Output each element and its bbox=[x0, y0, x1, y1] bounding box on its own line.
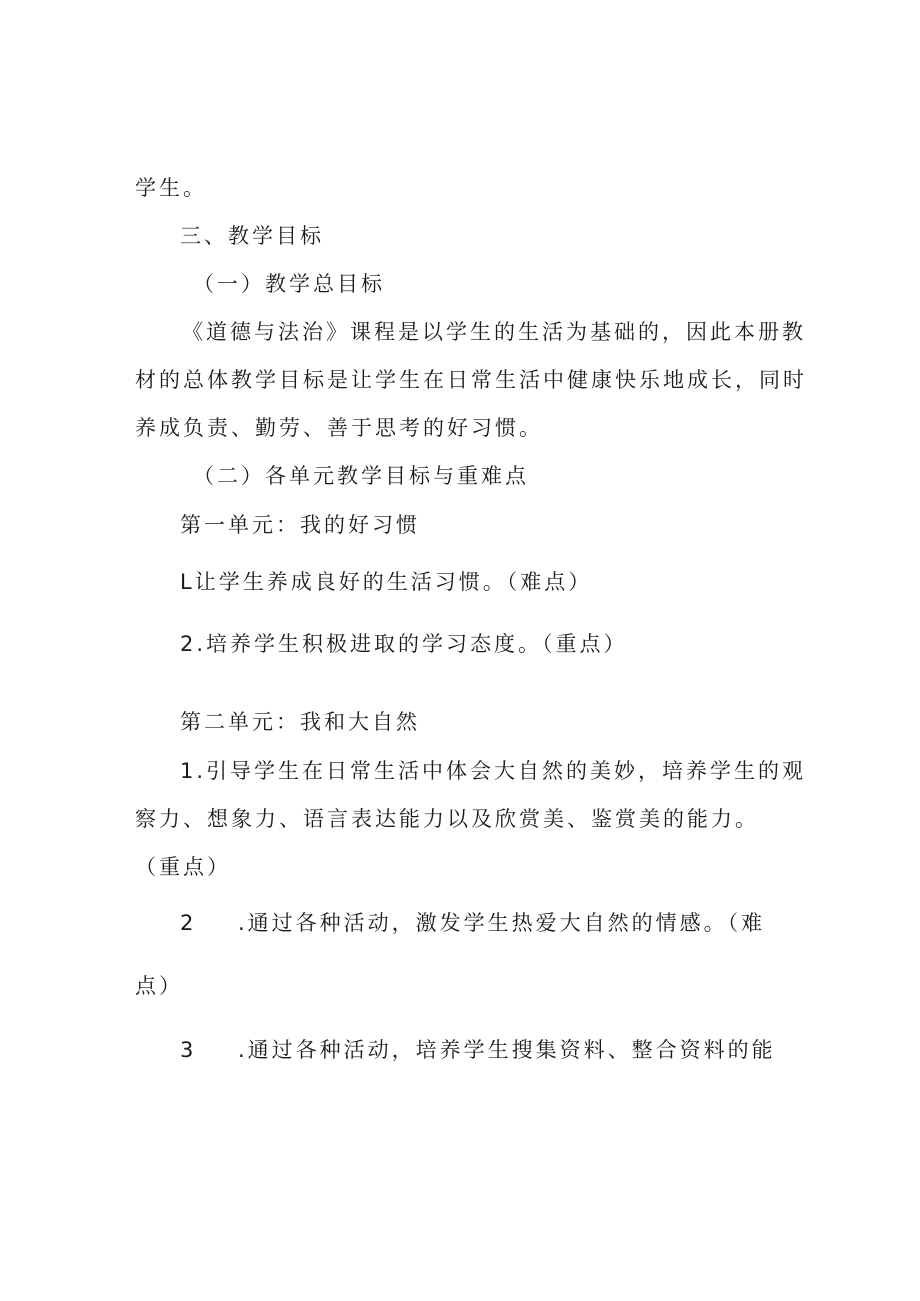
list-item: 1.引导学生在日常生活中体会大自然的美妙，培养学生的观 bbox=[180, 759, 807, 783]
list-item bbox=[180, 1036, 776, 1064]
list-number: 2 bbox=[180, 911, 197, 935]
list-text: .通过各种活动，培养学生搜集资料、整合资料的能 bbox=[238, 1038, 776, 1062]
list-text: .通过各种活动，激发学生热爱大自然的情感。（难 bbox=[238, 911, 766, 935]
list-item: L让学生养成良好的生活习惯。（难点） bbox=[180, 570, 593, 594]
paragraph-line: （重点） bbox=[135, 855, 231, 879]
unit-heading: 第一单元：我的好习惯 bbox=[180, 513, 420, 537]
paragraph-line: 《道德与法治》课程是以学生的生活为基础的，因此本册教 bbox=[182, 320, 806, 344]
unit-heading: 第二单元：我和大自然 bbox=[180, 710, 420, 734]
subsection-heading: （二）各单元教学目标与重难点 bbox=[193, 464, 529, 488]
subsection-heading: （一）教学总目标 bbox=[193, 272, 385, 296]
list-item: 2.培养学生积极进取的学习态度。（重点） bbox=[180, 632, 628, 656]
paragraph-line: 材的总体教学目标是让学生在日常生活中健康快乐地成长，同时 bbox=[135, 368, 807, 392]
paragraph-line: 学生。 bbox=[135, 176, 207, 200]
list-item bbox=[180, 909, 765, 937]
paragraph-line: 养成负责、勤劳、善于思考的好习惯。 bbox=[135, 416, 543, 440]
paragraph-line: 察力、想象力、语言表达能力以及欣赏美、鉴赏美的能力。 bbox=[135, 807, 759, 831]
list-number: 3 bbox=[180, 1038, 197, 1062]
paragraph-line: 点） bbox=[135, 974, 183, 998]
section-heading: 三、教学目标 bbox=[180, 224, 324, 248]
